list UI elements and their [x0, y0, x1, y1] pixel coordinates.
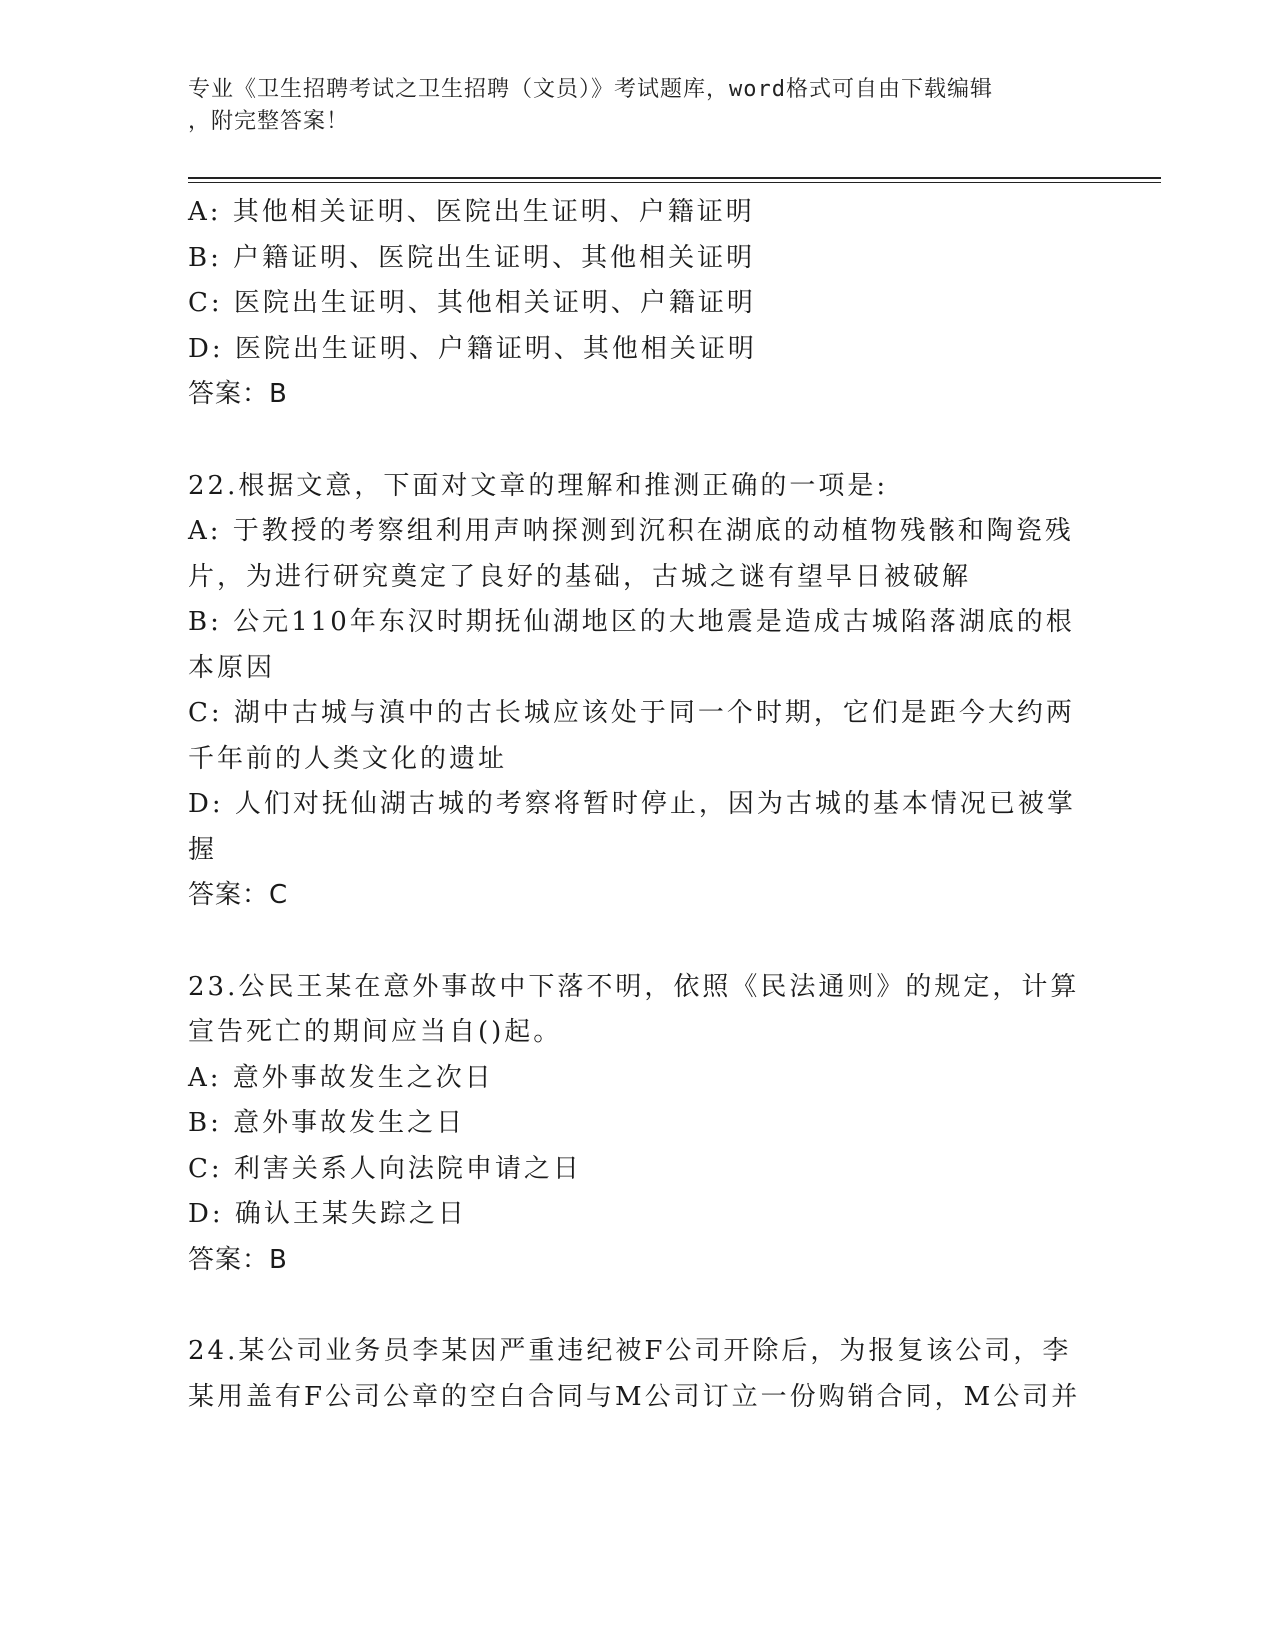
answer: 答案：B: [188, 379, 288, 409]
document-header: [188, 74, 1078, 138]
option-d: D: 医院出生证明、户籍证明、其他相关证明: [188, 333, 757, 364]
question-23: [188, 965, 1088, 1284]
option-c-line-1: C: 湖中古城与滇中的古长城应该处于同一个时期，它们是距今大约两: [188, 698, 1075, 728]
question-text-line-2: 宣告死亡的期间应当自()起。: [188, 1017, 563, 1047]
question-21: [188, 190, 1088, 418]
option-b-line-1: B: 公元110年东汉时期抚仙湖地区的大地震是造成古城陷落湖底的根: [188, 607, 1075, 637]
option-b: B: 户籍证明、医院出生证明、其他相关证明: [188, 242, 756, 273]
header-line-1: 专业《卫生招聘考试之卫生招聘（文员）》考试题库，word格式可自由下载编辑: [188, 77, 993, 102]
header-divider-thick: [188, 177, 1161, 179]
answer: 答案：B: [188, 1244, 288, 1275]
option-d: D: 确认王某失踪之日: [188, 1199, 467, 1229]
question-text-line-2: 某用盖有F公司公章的空白合同与M公司订立一份购销合同，M公司并: [188, 1381, 1081, 1412]
question-text-line-1: 24.某公司业务员李某因严重违纪被F公司开除后，为报复该公司，李: [188, 1336, 1072, 1366]
option-c: C: 利害关系人向法院申请之日: [188, 1153, 582, 1184]
option-c-line-2: 千年前的人类文化的遗址: [188, 743, 508, 774]
option-b: B: 意外事故发生之日: [188, 1108, 466, 1138]
question-22: [188, 464, 1088, 919]
option-a: A: 其他相关证明、医院出生证明、户籍证明: [188, 197, 755, 227]
header-line-2: ，附完整答案！: [188, 109, 350, 134]
question-24: [188, 1329, 1088, 1420]
option-d-line-2: 握: [188, 834, 218, 865]
header-divider-thin: [188, 182, 1161, 183]
question-content: [188, 190, 1088, 1420]
option-a: A: 意外事故发生之次日: [188, 1062, 494, 1093]
spacer: [188, 418, 1088, 464]
option-d-line-1: D: 人们对抚仙湖古城的考察将暂时停止，因为古城的基本情况已被掌: [188, 789, 1076, 819]
answer: 答案：C: [188, 880, 289, 910]
question-text-line-1: 23.公民王某在意外事故中下落不明，依照《民法通则》的规定，计算: [188, 971, 1080, 1002]
option-a-line-2: 片，为进行研究奠定了良好的基础，古城之谜有望早日被破解: [188, 561, 972, 592]
option-a-line-1: A: 于教授的考察组利用声呐探测到沉积在湖底的动植物残骸和陶瓷残: [188, 516, 1074, 546]
spacer: [188, 1283, 1088, 1329]
option-c: C: 医院出生证明、其他相关证明、户籍证明: [188, 288, 756, 318]
question-text: 22.根据文意，下面对文章的理解和推测正确的一项是:: [188, 470, 889, 501]
spacer: [188, 919, 1088, 965]
option-b-line-2: 本原因: [188, 652, 276, 683]
